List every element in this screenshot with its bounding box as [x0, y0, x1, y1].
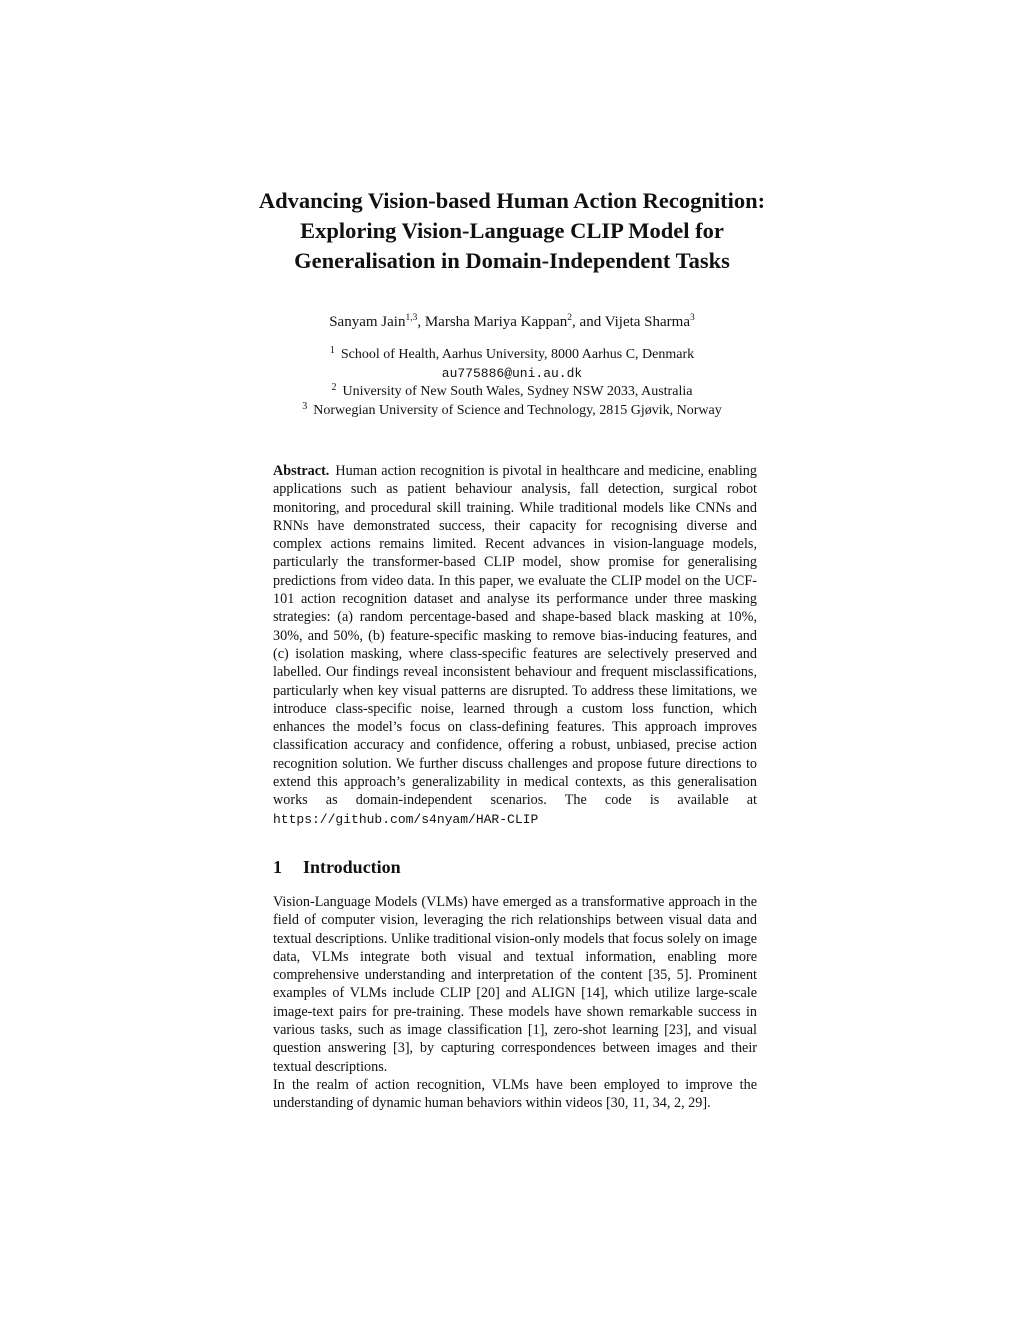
introduction-body	[273, 893, 757, 1113]
affiliation-number: 1	[329, 345, 335, 356]
abstract-text: Human action recognition is pivotal in healthcare and medicine, enabling applications such as patient behaviour analysis, fall detection, surgical robot monitoring, and procedural skill training. While traditional models like CNNs and RNNs have demonstrated success, their capacity for recognising diverse and complex actions remains limited. Recent advances in vision-language models, particularly the transformer-based CLIP model, show promise for generalising predictions from video data. In this paper, we evaluate the CLIP model on the UCF-101 action recognition dataset and analyse its performance under three masking strategies: (a) random percentage-based and shape-based black masking at 10%, 30%, and 50%, (b) feature-specific masking to remove bias-inducing features, and (c) isolation masking, where class-specific features are selectively preserved and labelled. Our findings reveal inconsistent behaviour and frequent misclassifications, particularly when key visual patterns are disrupted. To address these limitations, we introduce class-specific noise, learned through a custom loss function, which enhances the model’s focus on class-defining features. This approach improves classification accuracy and confidence, offering a robust, unbiased, precise action recognition solution. We further discuss challenges and propose future directions to extend this approach’s generalizability in medical contexts, as this generalisation works as domain-independent scenarios.	[273, 463, 757, 809]
author-name: Marsha Mariya Kappan	[424, 314, 568, 330]
affiliation-list	[200, 346, 824, 420]
author-email[interactable]: au775886@uni.au.dk	[441, 365, 583, 381]
section-number: 1	[273, 857, 282, 877]
title-line-1: Advancing Vision-based Human Action Recognition:	[258, 188, 766, 213]
affiliation-text: School of Health, Aarhus University, 8000 Aarhus C, Denmark	[340, 347, 695, 362]
affiliation-number: 2	[331, 382, 337, 393]
affiliation-text: University of New South Wales, Sydney NSW 2033, Australia	[342, 384, 693, 399]
author-affiliation-mark: 1,3	[405, 313, 418, 323]
author-list	[200, 311, 824, 333]
body-paragraph: In the realm of action recognition, VLMs have been employed to improve the understanding of dynamic human behaviors within videos [30, 11, 34, 2, 29].	[273, 1076, 757, 1112]
affiliation-text: Norwegian University of Science and Technology, 2815 Gjøvik, Norway	[313, 402, 722, 418]
author-name: Vijeta Sharma	[604, 314, 691, 330]
author-name: Sanyam Jain	[329, 314, 406, 330]
abstract-label: Abstract.	[273, 463, 330, 479]
author-affiliation-mark: 3	[690, 313, 695, 323]
affiliation-number: 3	[302, 400, 308, 412]
code-availability-text: The code is available at	[564, 792, 757, 809]
section-title: Introduction	[303, 857, 401, 877]
affiliation-line	[200, 402, 824, 421]
paper-title	[200, 186, 824, 276]
section-heading	[273, 855, 401, 879]
abstract	[273, 462, 757, 829]
body-paragraph: Vision-Language Models (VLMs) have emerged as a transformative approach in the field of computer vision, leveraging the rich relationships between visual data and textual descriptions. Unlike traditional vision-only models that focus solely on image data, VLMs integrate both visual and textual information, enabling more comprehensive understanding and interpretation of the content [35, 5]. Prominent examples of VLMs include CLIP [20] and ALIGN [14], which utilize large-scale image-text pairs for pre-training. These models have shown remarkable success in various tasks, such as image classification [1], zero-shot learning [23], and visual question answering [3], by capturing correspondences between images and their textual descriptions.	[273, 894, 757, 1075]
affiliation-line	[200, 383, 824, 402]
author-separator: ,	[417, 314, 425, 330]
code-url-link[interactable]: https://github.com/s4nyam/HAR-CLIP	[273, 811, 539, 827]
author-separator: , and	[572, 314, 605, 330]
affiliation-line	[200, 346, 824, 365]
title-line-3: Generalisation in Domain-Independent Tasks	[294, 248, 730, 273]
author-affiliation-mark: 2	[567, 313, 573, 323]
title-line-2: Exploring Vision-Language CLIP Model for	[300, 218, 724, 243]
